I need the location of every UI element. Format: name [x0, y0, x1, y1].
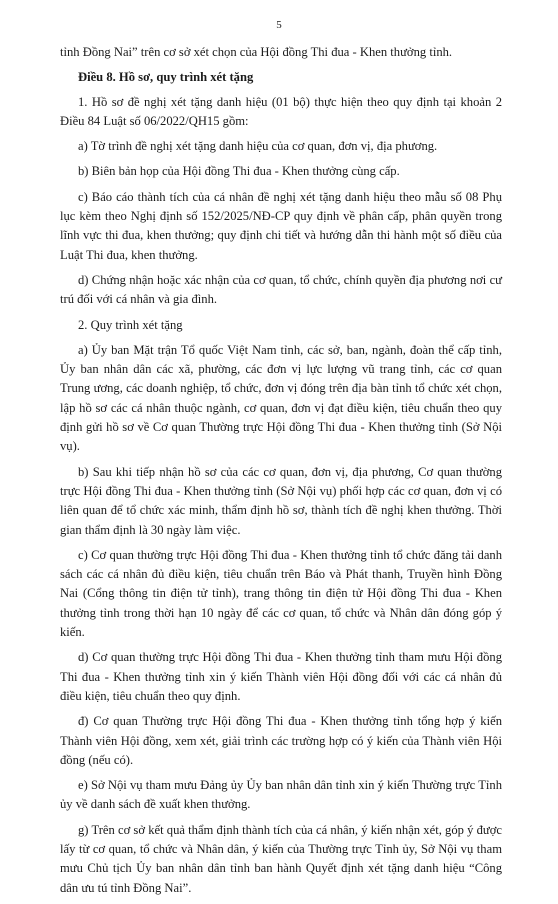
paragraph-quytrinh-e: e) Sở Nội vụ tham mưu Đảng ủy Ủy ban nhân dân tỉnh xin ý kiến Thường trực Tỉnh ủy về danh sách đề xuất khen thưởng. — [60, 778, 502, 812]
paragraph-quytrinh-c: c) Cơ quan thường trực Hội đồng Thi đua - Khen thưởng tỉnh tổ chức đăng tải danh sách các cá nhân đủ điều kiện, tiêu chuẩn trên Báo và Phát thanh, Truyền hình Đồng Nai (Cổng thông tin điện tử tỉnh), trang thông tin điện tử Hội đồng Thi đua - Khen thưởng tỉnh trong thời hạn 10 ngày để các cơ quan, tổ chức và Nhân dân đóng góp ý kiến. — [60, 547, 502, 640]
paragraph-quytrinh-a: a) Ủy ban Mặt trận Tổ quốc Việt Nam tỉnh, các sở, ban, ngành, đoàn thể cấp tỉnh, Ủy ban nhân dân các xã, phường, các đơn vị lực lượng vũ trang tỉnh, các cơ quan Trung ương, các doanh nghiệp, tổ chức, đơn vị đóng trên địa bàn tỉnh tổ chức xét chọn, lập hồ sơ các cá nhân thuộc ngành, cơ quan, đơn vị đạt điều kiện, tiêu chuẩn theo quy định gửi hồ sơ về Cơ quan Thường trực Hội đồng Thi đua - Khen thưởng tỉnh (Sở Nội vụ). — [60, 342, 502, 454]
continued-paragraph: tỉnh Đồng Nai” trên cơ sở xét chọn của Hội đồng Thi đua - Khen thưởng tỉnh. — [60, 45, 453, 59]
paragraph-hoso-intro: 1. Hồ sơ đề nghị xét tặng danh hiệu (01 bộ) thực hiện theo quy định tại khoản 2 Điều 84 Luật số 06/2022/QH15 gồm: — [60, 94, 502, 128]
paragraph-hoso-d: d) Chứng nhận hoặc xác nhận của cơ quan, tổ chức, chính quyền địa phương nơi cư trú đối với cá nhân và gia đình. — [60, 272, 502, 307]
paragraph-quytrinh-g: g) Trên cơ sở kết quả thẩm định thành tích của cá nhân, ý kiến nhận xét, góp ý được lấy từ cơ quan, tổ chức và Nhân dân, ý kiến của Thường trực Tỉnh ủy, Sở Nội vụ tham mưu Chủ tịch Ủy ban nhân dân tỉnh ban hành Quyết định xét tặng danh hiệu “Công dân ưu tú tỉnh Đồng Nai”. — [60, 822, 502, 895]
paragraph-quytrinh-b: b) Sau khi tiếp nhận hồ sơ của các cơ quan, đơn vị, địa phương, Cơ quan thường trực Hội đồng Thi đua - Khen thưởng tỉnh (Sở Nội vụ) phối hợp các cơ quan, đơn vị có liên quan để tổ chức xác minh, thẩm định hồ sơ, thành tích đề nghị khen thưởng. Thời gian thẩm định là 30 ngày làm việc. — [60, 464, 502, 537]
paragraph-hoso-b: b) Biên bản họp của Hội đồng Thi đua - Khen thưởng cùng cấp. — [78, 164, 400, 179]
article-title: Điều 8. Hồ sơ, quy trình xét tặng — [78, 70, 254, 85]
page-number: 5 — [276, 19, 282, 31]
document-body — [60, 43, 502, 904]
paragraph-quytrinh-dd: đ) Cơ quan Thường trực Hội đồng Thi đua - Khen thưởng tỉnh tổng hợp ý kiến Thành viên Hội đồng, xem xét, giải trình các trường hợp có ý kiến của Thành viên Hội đồng (nếu có). — [60, 714, 502, 767]
paragraph-quytrinh-d: d) Cơ quan thường trực Hội đồng Thi đua - Khen thưởng tỉnh tham mưu Hội đồng Thi đua - Khen thưởng tỉnh xin ý kiến Thành viên Hội đồng đối với các cá nhân đủ điều kiện, tiêu chuẩn theo quy định. — [60, 650, 502, 703]
paragraph-hoso-a: a) Tờ trình đề nghị xét tặng danh hiệu của cơ quan, đơn vị, địa phương. — [78, 139, 438, 154]
paragraph-quytrinh-heading: 2. Quy trình xét tặng — [78, 317, 183, 332]
paragraph-hoso-c: c) Báo cáo thành tích của cá nhân đề nghị xét tặng danh hiệu theo mẫu số 08 Phụ lục kèm theo Nghị định số 152/2025/NĐ-CP quy định về phân cấp, phân quyền trong lĩnh vực thi đua, khen thưởng; quy định chi tiết và hướng dẫn thi hành một số điều của Luật Thi đua, khen thưởng. — [60, 189, 502, 262]
